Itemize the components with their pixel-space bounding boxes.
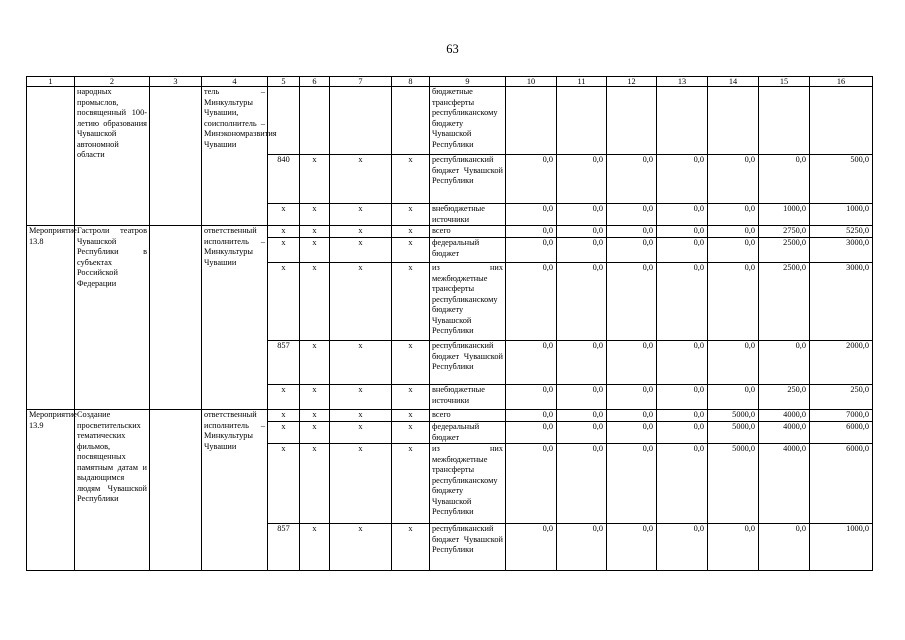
amount-cell: 0,0 — [557, 204, 607, 226]
code-cell: x — [330, 410, 392, 422]
amount-cell: 0,0 — [657, 155, 708, 204]
amount-cell: 0,0 — [557, 385, 607, 410]
funding-source-cell: республиканский бюджет Чувашской Республики — [430, 341, 506, 385]
code-cell: x — [300, 410, 330, 422]
amount-cell: 0,0 — [657, 204, 708, 226]
amount-cell: 0,0 — [557, 155, 607, 204]
code-cell: x — [392, 238, 430, 263]
amount-cell: 6000,0 — [810, 422, 873, 444]
code-cell: x — [392, 341, 430, 385]
event-name-cell: народных промыслов, посвященный 100-летию образования Чувашской автономной области — [75, 87, 150, 226]
amount-cell: 250,0 — [759, 385, 810, 410]
header-cell: 14 — [708, 77, 759, 87]
empty-cell — [150, 87, 202, 226]
header-cell: 13 — [657, 77, 708, 87]
code-cell: x — [392, 422, 430, 444]
amount-cell: 0,0 — [657, 444, 708, 524]
code-cell: x — [268, 263, 300, 341]
executor-cell: ответственный исполнитель – Минкультуры Чувашии — [202, 226, 268, 410]
amount-cell: 0,0 — [708, 155, 759, 204]
amount-cell: 0,0 — [759, 155, 810, 204]
amount-cell: 0,0 — [506, 444, 557, 524]
budget-table — [26, 76, 873, 571]
code-cell: x — [392, 263, 430, 341]
code-cell — [300, 87, 330, 155]
amount-cell — [506, 87, 557, 155]
funding-source-cell: всего — [430, 226, 506, 238]
executor-cell: ответственный исполнитель – Минкультуры Чувашии — [202, 410, 268, 571]
code-cell: x — [300, 204, 330, 226]
amount-cell: 0,0 — [657, 385, 708, 410]
amount-cell: 0,0 — [506, 410, 557, 422]
amount-cell: 6000,0 — [810, 444, 873, 524]
code-cell: x — [300, 524, 330, 571]
amount-cell: 0,0 — [759, 524, 810, 571]
amount-cell: 4000,0 — [759, 444, 810, 524]
event-name-cell: Гастроли театров Чувашской Республики в субъектах Российской Федерации — [75, 226, 150, 410]
funding-source-cell: из них межбюджетные трансферты республиканскому бюджету Чувашской Республики — [430, 444, 506, 524]
amount-cell — [557, 87, 607, 155]
funding-source-cell: всего — [430, 410, 506, 422]
amount-cell — [708, 87, 759, 155]
amount-cell: 0,0 — [607, 263, 657, 341]
amount-cell — [607, 87, 657, 155]
amount-cell: 0,0 — [657, 341, 708, 385]
code-cell: x — [268, 410, 300, 422]
amount-cell: 0,0 — [657, 524, 708, 571]
amount-cell: 0,0 — [759, 341, 810, 385]
amount-cell: 0,0 — [557, 524, 607, 571]
code-cell: x — [300, 341, 330, 385]
code-cell: 840 — [268, 155, 300, 204]
amount-cell: 5000,0 — [708, 410, 759, 422]
amount-cell: 0,0 — [607, 422, 657, 444]
event-code-cell: Мероприятие 13.8 — [27, 226, 75, 410]
amount-cell: 0,0 — [708, 226, 759, 238]
header-cell: 16 — [810, 77, 873, 87]
funding-source-cell: республиканский бюджет Чувашской Республики — [430, 524, 506, 571]
amount-cell: 0,0 — [657, 263, 708, 341]
amount-cell: 1000,0 — [810, 204, 873, 226]
amount-cell: 0,0 — [708, 204, 759, 226]
executor-cell: тель – Минкультуры Чувашии, соисполнитель – Минэкономразвития Чувашии — [202, 87, 268, 226]
amount-cell: 0,0 — [506, 226, 557, 238]
code-cell: x — [268, 238, 300, 263]
funding-source-cell: федеральный бюджет — [430, 422, 506, 444]
amount-cell: 0,0 — [708, 238, 759, 263]
amount-cell: 0,0 — [708, 263, 759, 341]
amount-cell: 7000,0 — [810, 410, 873, 422]
code-cell: x — [392, 410, 430, 422]
header-cell: 10 — [506, 77, 557, 87]
code-cell: x — [330, 385, 392, 410]
header-cell: 5 — [268, 77, 300, 87]
amount-cell: 5000,0 — [708, 444, 759, 524]
amount-cell: 2000,0 — [810, 341, 873, 385]
amount-cell: 1000,0 — [759, 204, 810, 226]
amount-cell: 0,0 — [557, 226, 607, 238]
amount-cell: 0,0 — [557, 263, 607, 341]
amount-cell: 4000,0 — [759, 422, 810, 444]
header-cell: 1 — [27, 77, 75, 87]
header-cell: 7 — [330, 77, 392, 87]
funding-source-cell: бюджетные трансферты республиканскому бюджету Чувашской Республики — [430, 87, 506, 155]
amount-cell: 0,0 — [557, 410, 607, 422]
amount-cell: 0,0 — [708, 385, 759, 410]
funding-source-cell: республиканский бюджет Чувашской Республики — [430, 155, 506, 204]
code-cell: x — [392, 226, 430, 238]
amount-cell: 0,0 — [657, 410, 708, 422]
amount-cell: 0,0 — [607, 385, 657, 410]
code-cell: x — [300, 422, 330, 444]
header-cell: 9 — [430, 77, 506, 87]
event-name-cell: Создание просветительских тематических фильмов, посвященных памятным датам и выдающимся людям Чувашской Республики — [75, 410, 150, 571]
amount-cell: 0,0 — [506, 385, 557, 410]
code-cell: x — [330, 238, 392, 263]
code-cell: x — [392, 155, 430, 204]
header-cell: 15 — [759, 77, 810, 87]
empty-cell — [150, 410, 202, 571]
code-cell: x — [268, 226, 300, 238]
amount-cell — [759, 87, 810, 155]
amount-cell: 2500,0 — [759, 238, 810, 263]
header-cell: 3 — [150, 77, 202, 87]
code-cell: x — [300, 155, 330, 204]
amount-cell: 0,0 — [506, 238, 557, 263]
header-cell: 11 — [557, 77, 607, 87]
amount-cell: 1000,0 — [810, 524, 873, 571]
table-row — [27, 87, 873, 155]
code-cell: x — [392, 385, 430, 410]
code-cell: x — [392, 524, 430, 571]
code-cell: x — [330, 524, 392, 571]
code-cell — [268, 87, 300, 155]
code-cell: x — [268, 385, 300, 410]
code-cell: x — [330, 204, 392, 226]
amount-cell: 0,0 — [607, 155, 657, 204]
amount-cell: 0,0 — [506, 341, 557, 385]
funding-source-cell: внебюджетные источники — [430, 204, 506, 226]
amount-cell: 0,0 — [557, 341, 607, 385]
code-cell: x — [268, 204, 300, 226]
code-cell — [330, 87, 392, 155]
amount-cell: 0,0 — [607, 444, 657, 524]
code-cell: x — [300, 238, 330, 263]
code-cell: x — [268, 422, 300, 444]
amount-cell: 0,0 — [657, 422, 708, 444]
code-cell: x — [330, 263, 392, 341]
amount-cell: 3000,0 — [810, 263, 873, 341]
amount-cell: 250,0 — [810, 385, 873, 410]
amount-cell: 500,0 — [810, 155, 873, 204]
amount-cell: 0,0 — [657, 226, 708, 238]
event-code-cell: Мероприятие 13.9 — [27, 410, 75, 571]
table-row — [27, 410, 873, 422]
funding-source-cell: из них межбюджетные трансферты республиканскому бюджету Чувашской Республики — [430, 263, 506, 341]
amount-cell: 0,0 — [607, 204, 657, 226]
amount-cell: 0,0 — [607, 341, 657, 385]
amount-cell: 0,0 — [557, 444, 607, 524]
amount-cell: 0,0 — [506, 422, 557, 444]
code-cell: x — [300, 385, 330, 410]
amount-cell — [810, 87, 873, 155]
code-cell: x — [330, 422, 392, 444]
page-number: 63 — [446, 42, 459, 56]
code-cell: x — [300, 444, 330, 524]
header-row — [27, 77, 873, 87]
code-cell: x — [300, 263, 330, 341]
header-cell: 2 — [75, 77, 150, 87]
amount-cell: 2750,0 — [759, 226, 810, 238]
empty-cell — [150, 226, 202, 410]
event-code-cell — [27, 87, 75, 226]
code-cell: x — [330, 155, 392, 204]
amount-cell: 0,0 — [607, 238, 657, 263]
header-cell: 4 — [202, 77, 268, 87]
code-cell — [392, 87, 430, 155]
code-cell: 857 — [268, 341, 300, 385]
code-cell: x — [268, 444, 300, 524]
amount-cell: 0,0 — [557, 422, 607, 444]
amount-cell: 0,0 — [657, 238, 708, 263]
amount-cell: 0,0 — [506, 155, 557, 204]
code-cell: 857 — [268, 524, 300, 571]
amount-cell: 0,0 — [506, 263, 557, 341]
amount-cell — [657, 87, 708, 155]
funding-source-cell: внебюджетные источники — [430, 385, 506, 410]
amount-cell: 5000,0 — [708, 422, 759, 444]
amount-cell: 0,0 — [708, 341, 759, 385]
header-cell: 12 — [607, 77, 657, 87]
header-cell: 6 — [300, 77, 330, 87]
amount-cell: 0,0 — [607, 410, 657, 422]
amount-cell: 0,0 — [708, 524, 759, 571]
amount-cell: 5250,0 — [810, 226, 873, 238]
header-cell: 8 — [392, 77, 430, 87]
code-cell: x — [392, 444, 430, 524]
table-row — [27, 226, 873, 238]
funding-source-cell: федеральный бюджет — [430, 238, 506, 263]
amount-cell: 0,0 — [607, 226, 657, 238]
code-cell: x — [392, 204, 430, 226]
code-cell: x — [330, 444, 392, 524]
code-cell: x — [330, 341, 392, 385]
code-cell: x — [300, 226, 330, 238]
code-cell: x — [330, 226, 392, 238]
amount-cell: 0,0 — [607, 524, 657, 571]
amount-cell: 0,0 — [506, 524, 557, 571]
amount-cell: 0,0 — [506, 204, 557, 226]
amount-cell: 3000,0 — [810, 238, 873, 263]
amount-cell: 4000,0 — [759, 410, 810, 422]
amount-cell: 2500,0 — [759, 263, 810, 341]
amount-cell: 0,0 — [557, 238, 607, 263]
